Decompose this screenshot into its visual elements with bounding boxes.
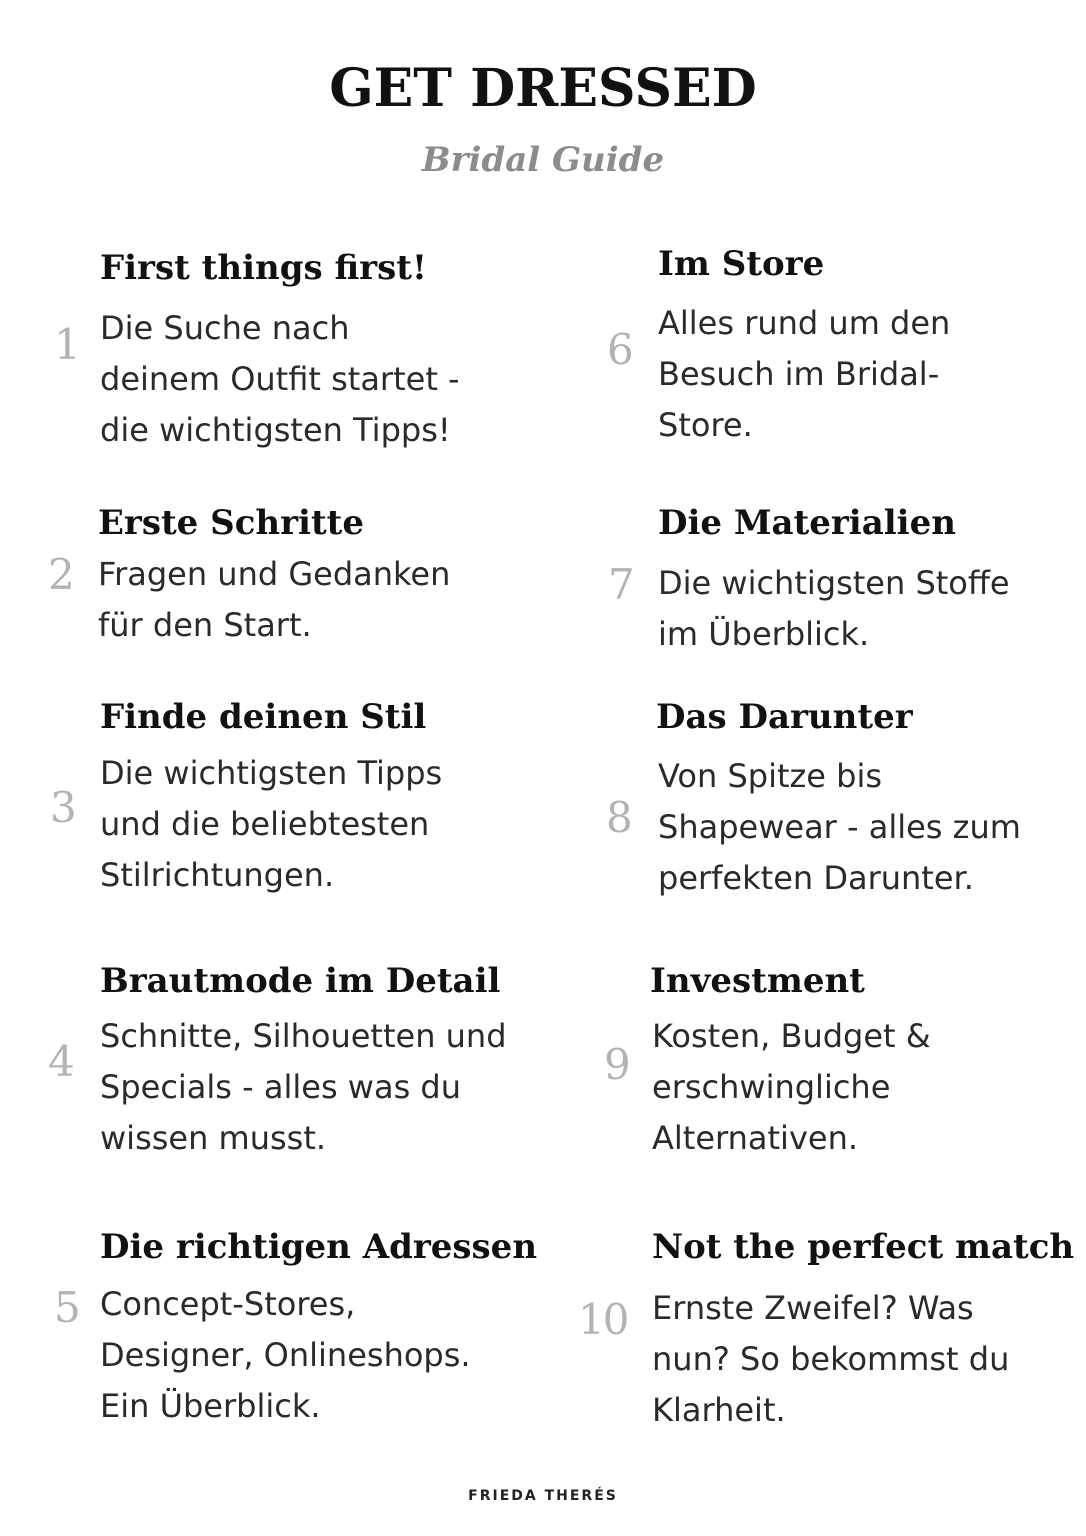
item-description: Die wichtigsten Stoffe im Überblick. xyxy=(658,564,1010,653)
item-number: 4 xyxy=(48,1037,75,1086)
item-description: Concept-Stores, Designer, Onlineshops. Ein Überblick. xyxy=(100,1285,471,1425)
item-number: 1 xyxy=(54,320,81,369)
item-number: 8 xyxy=(606,793,633,842)
item-heading: Brautmode im Detail xyxy=(100,961,501,1001)
item-description: Alles rund um den Besuch im Bridal- Store. xyxy=(658,304,951,444)
item-heading: First things first! xyxy=(100,248,427,288)
item-heading: Das Darunter xyxy=(656,697,913,737)
item-heading: Im Store xyxy=(658,244,825,284)
item-heading: Investment xyxy=(650,961,865,1001)
item-description: Die Suche nach deinem Outfit startet - die wichtigsten Tipps! xyxy=(100,309,460,449)
item-number: 9 xyxy=(604,1040,631,1089)
item-number: 7 xyxy=(608,560,635,609)
item-heading: Die richtigen Adressen xyxy=(100,1227,538,1267)
brand-footer: FRIEDA THERÉS xyxy=(468,1488,618,1504)
item-number: 2 xyxy=(48,550,75,599)
item-heading: Die Materialien xyxy=(658,503,956,543)
item-description: Fragen und Gedanken für den Start. xyxy=(98,555,451,644)
item-heading: Not the perfect match xyxy=(652,1227,1075,1267)
item-number: 5 xyxy=(54,1283,81,1332)
item-number: 6 xyxy=(607,325,634,374)
item-number: 3 xyxy=(50,783,77,832)
item-description: Ernste Zweifel? Was nun? So bekommst du Klarheit. xyxy=(652,1289,1010,1429)
item-description: Von Spitze bis Shapewear - alles zum perfekten Darunter. xyxy=(658,757,1021,897)
page-title: GET DRESSED xyxy=(329,58,757,119)
item-description: Die wichtigsten Tipps und die beliebtesten Stilrichtungen. xyxy=(100,754,443,894)
item-number: 10 xyxy=(578,1295,628,1344)
item-heading: Erste Schritte xyxy=(98,503,364,543)
item-heading: Finde deinen Stil xyxy=(100,697,427,737)
item-description: Schnitte, Silhouetten und Specials - alles was du wissen musst. xyxy=(100,1017,507,1157)
page-subtitle: Bridal Guide xyxy=(421,140,665,180)
item-description: Kosten, Budget & erschwingliche Alternativen. xyxy=(652,1017,931,1157)
